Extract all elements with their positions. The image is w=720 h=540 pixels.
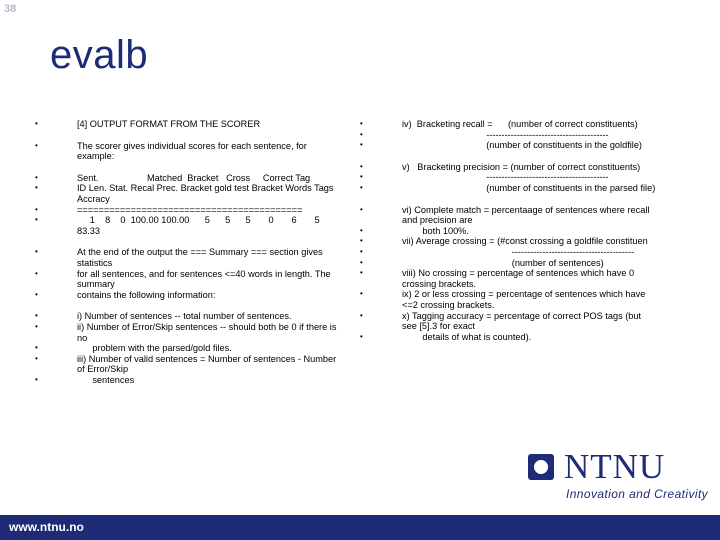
list-item: • (number of constituents in the goldfile) <box>358 140 658 151</box>
list-item: • iv) Bracketing recall = (number of correct constituents) <box>358 119 658 130</box>
list-item: • ---------------------------------------- <box>358 130 658 141</box>
slide-title: evalb <box>50 33 149 77</box>
list-item: • x) Tagging accuracy = percentage of correct POS tags (but see [5].3 for exact <box>358 311 658 332</box>
list-item: • both 100%. <box>358 226 658 237</box>
logo-tagline: Innovation and Creativity <box>566 487 709 501</box>
list-item: • for all sentences, and for sentences <=40 words in length. The summary <box>33 269 339 290</box>
list-item: • vi) Complete match = percentaage of sentences where recall and precision are <box>358 205 658 226</box>
list-item: • vii) Average crossing = (#const crossing a goldfile constituen <box>358 236 658 247</box>
left-column <box>33 119 339 385</box>
list-item: • 1 8 0 100.00 100.00 5 5 5 0 6 5 83.33 <box>33 215 339 236</box>
list-item: • ID Len. Stat. Recal Prec. Bracket gold test Bracket Words Tags Accracy <box>33 183 339 204</box>
list-item: • problem with the parsed/gold files. <box>33 343 339 354</box>
list-item: • ---------------------------------------- <box>358 247 658 258</box>
list-item: • [4] OUTPUT FORMAT FROM THE SCORER <box>33 119 339 130</box>
list-item: • sentences <box>33 375 339 386</box>
list-item: • viii) No crossing = percentage of sentences which have 0 crossing brackets. <box>358 268 658 289</box>
list-item: • iii) Number of valid sentences = Number of sentences - Number of Error/Skip <box>33 354 339 375</box>
logo-name: NTNU <box>564 447 666 486</box>
list-item: • ii) Number of Error/Skip sentences -- should both be 0 if there is no <box>33 322 339 343</box>
list-item: • ========================================== <box>33 205 339 216</box>
list-item: • The scorer gives individual scores for each sentence, for example: <box>33 141 339 162</box>
list-item: • At the end of the output the === Summary === section gives statistics <box>33 247 339 268</box>
list-item: • details of what is counted). <box>358 332 658 343</box>
list-item: • ---------------------------------------- <box>358 172 658 183</box>
list-item: • Sent. Matched Bracket Cross Correct Tag <box>33 173 339 184</box>
list-item: • (number of sentences) <box>358 258 658 269</box>
footer-bar <box>0 515 720 540</box>
list-item: • contains the following information: <box>33 290 339 301</box>
right-column <box>358 119 658 342</box>
list-item: • (number of constituents in the parsed file) <box>358 183 658 194</box>
list-item: • v) Bracketing precision = (number of correct constituents) <box>358 162 658 173</box>
slide-number: 38 <box>4 3 17 15</box>
footer-url-link[interactable]: www.ntnu.no <box>9 520 84 534</box>
list-item: • i) Number of sentences -- total number of sentences. <box>33 311 339 322</box>
ntnu-logo <box>528 447 709 507</box>
list-item: • ix) 2 or less crossing = percentage of sentences which have <=2 crossing brackets. <box>358 289 658 310</box>
ntnu-logo-icon <box>528 454 554 480</box>
